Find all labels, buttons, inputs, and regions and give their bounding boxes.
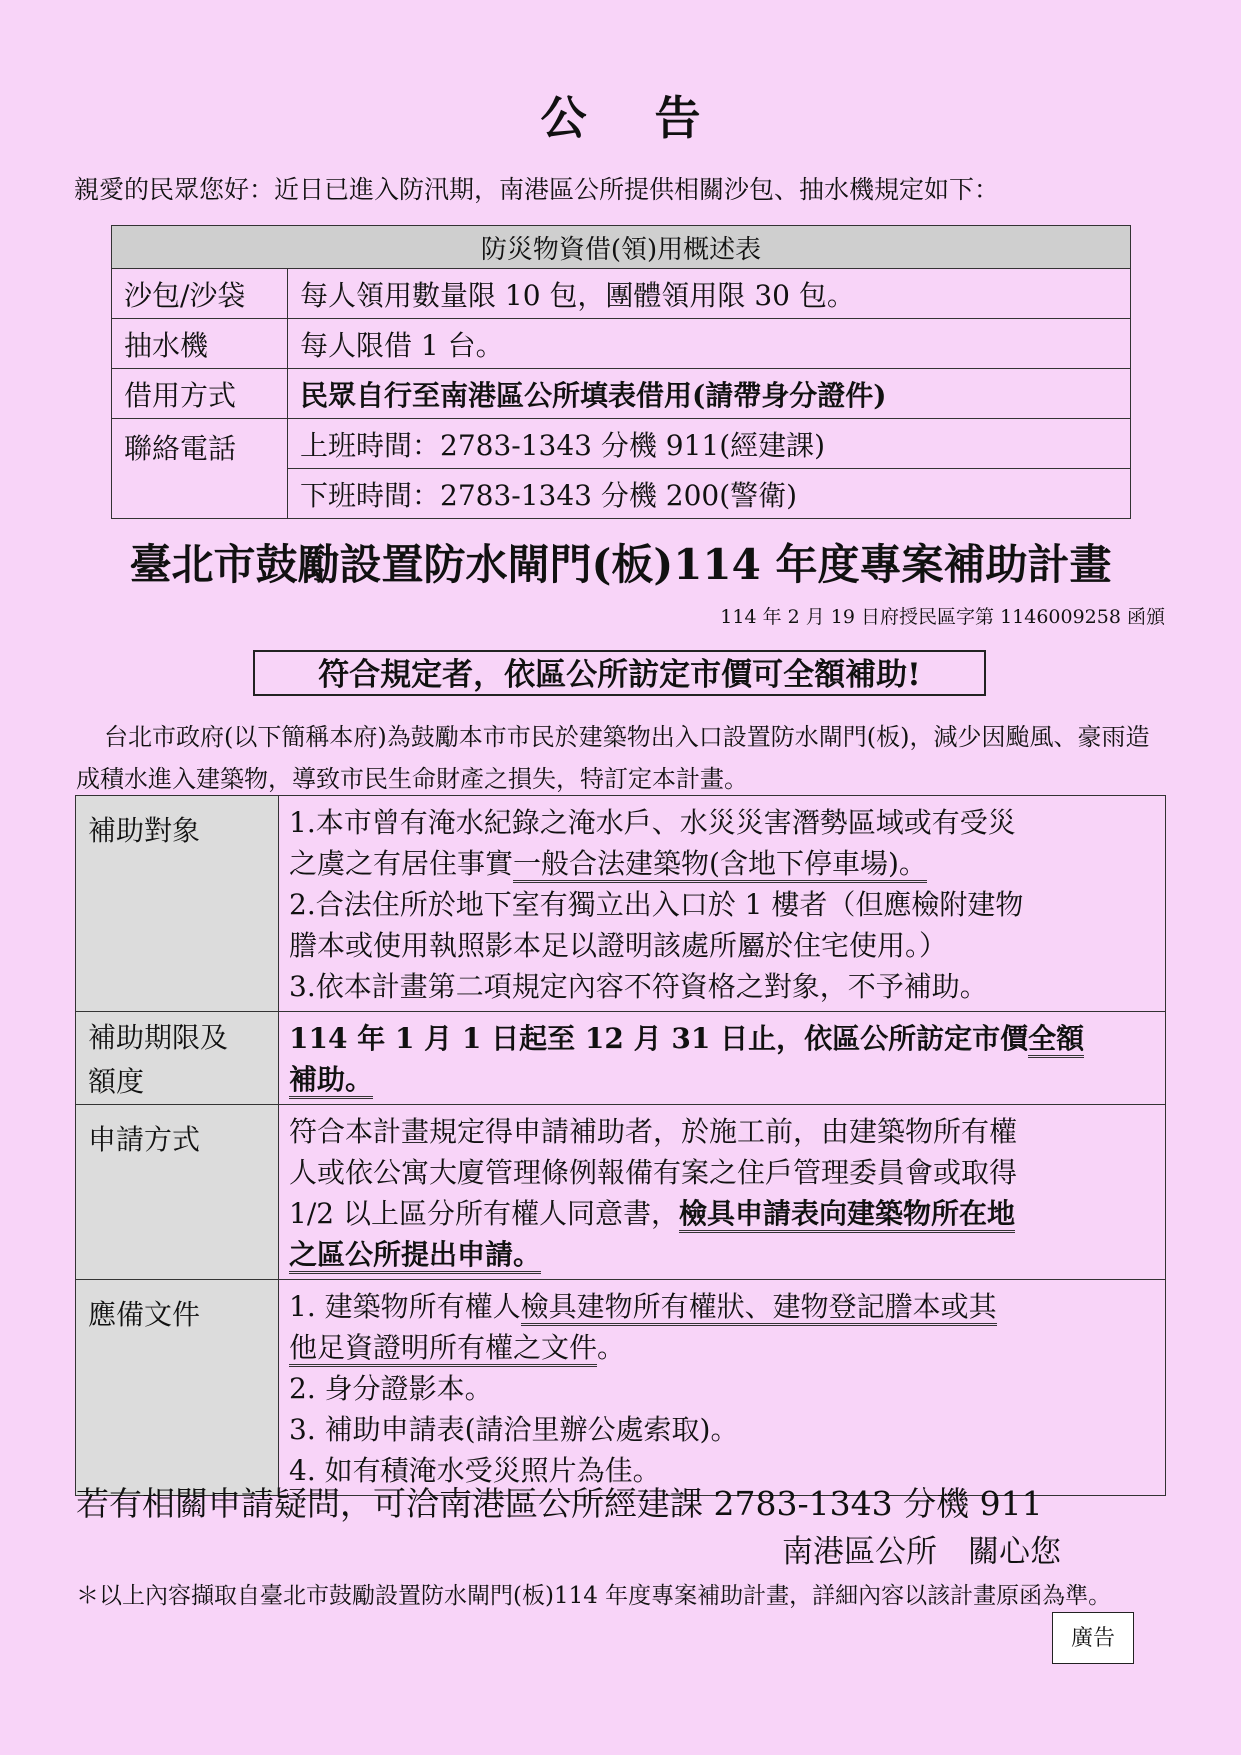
row-value: 每人領用數量限 10 包，團體領用限 30 包。 xyxy=(288,269,1131,319)
docs-underlined: 他足資證明所有權之文件 xyxy=(289,1331,597,1367)
row-label: 借用方式 xyxy=(112,369,288,419)
target-line: 3.依本計畫第二項規定內容不符資格之對象，不予補助。 xyxy=(289,970,988,1003)
docs-label: 應備文件 xyxy=(76,1280,279,1496)
table-row xyxy=(76,1105,1166,1280)
apply-label: 申請方式 xyxy=(76,1105,279,1280)
docs-line: 4. 如有積淹水受災照片為佳。 xyxy=(289,1454,661,1487)
table-row xyxy=(112,369,1131,419)
period-line xyxy=(289,1018,1155,1059)
plan-reference: 114 年 2 月 19 日府授民區字第 1146009258 函頒 xyxy=(720,606,1165,628)
ad-badge: 廣告 xyxy=(1052,1612,1134,1664)
period-text: 114 年 1 月 1 日起至 12 月 31 日止，依區公所訪定市價 xyxy=(289,1022,1029,1055)
row-value-2: 下班時間：2783-1343 分機 200(警衛) xyxy=(288,469,1131,519)
supply-table xyxy=(111,225,1131,519)
plan-paragraph: 台北市政府(以下簡稱本府)為鼓勵本市市民於建築物出入口設置防水閘門(板)，減少因颱風、豪雨造成積水進入建築物，導致市民生命財產之損失，特訂定本計畫。 xyxy=(76,723,1150,793)
title-char-1: 公 xyxy=(540,91,587,145)
highlight-box: 符合規定者，依區公所訪定市價可全額補助! xyxy=(253,650,986,696)
table-row xyxy=(112,319,1131,369)
apply-underlined: 檢具申請表向建築物所在地 xyxy=(679,1197,1015,1233)
period-label xyxy=(76,1012,279,1105)
target-label: 補助對象 xyxy=(76,796,279,1012)
docs-text: 1. 建築物所有權人 xyxy=(289,1290,521,1323)
apply-content xyxy=(279,1105,1166,1280)
row-label: 抽水機 xyxy=(112,319,288,369)
apply-underlined: 之區公所提出申請。 xyxy=(289,1238,541,1274)
table-row xyxy=(112,419,1131,469)
row-value: 每人限借 1 台。 xyxy=(288,319,1131,369)
apply-line: 人或依公寓大廈管理條例報備有案之住戶管理委員會或取得 xyxy=(289,1156,1018,1189)
note-text: ＊以上內容擷取自臺北市鼓勵設置防水閘門(板)114 年度專案補助計畫，詳細內容以該計畫原函為準。 xyxy=(76,1583,1112,1609)
docs-line xyxy=(289,1327,1155,1368)
row-value: 上班時間：2783-1343 分機 911(經建課) xyxy=(288,419,1131,469)
subsidy-table xyxy=(75,795,1166,1496)
target-content xyxy=(279,796,1166,1012)
table-row xyxy=(76,796,1166,1012)
target-line xyxy=(289,843,1155,884)
apply-line xyxy=(289,1193,1155,1234)
title-char-2: 告 xyxy=(654,91,701,145)
target-line: 1.本市曾有淹水紀錄之淹水戶、水災災害潛勢區域或有受災 xyxy=(289,806,1016,839)
docs-line: 2. 身分證影本。 xyxy=(289,1372,493,1405)
signature-text: 南港區公所 關心您 xyxy=(782,1534,1061,1570)
period-label-line: 額度 xyxy=(88,1065,145,1098)
contact-text: 若有相關申請疑問，可洽南港區公所經建課 2783-1343 分機 911 xyxy=(76,1484,1043,1523)
table-row xyxy=(76,1012,1166,1105)
intro-text: 親愛的民眾您好：近日已進入防汛期，南港區公所提供相關沙包、抽水機規定如下： xyxy=(74,175,1000,204)
row-label: 沙包/沙袋 xyxy=(112,269,288,319)
period-line xyxy=(289,1059,1155,1100)
row-label: 聯絡電話 xyxy=(112,419,288,519)
period-label-line: 補助期限及 xyxy=(88,1021,229,1054)
docs-underlined: 檢具建物所有權狀、建物登記謄本或其 xyxy=(521,1290,997,1326)
row-value: 民眾自行至南港區公所填表借用(請帶身分證件) xyxy=(288,369,1131,419)
docs-line: 3. 補助申請表(請洽里辦公處索取)。 xyxy=(289,1413,739,1446)
docs-content xyxy=(279,1280,1166,1496)
supply-table-header: 防災物資借(領)用概述表 xyxy=(112,226,1131,269)
period-underlined: 全額 xyxy=(1028,1022,1084,1058)
target-text: 之虞之有居住事實 xyxy=(289,847,514,880)
table-row xyxy=(112,269,1131,319)
apply-line: 符合本計畫規定得申請補助者，於施工前，由建築物所有權 xyxy=(289,1115,1018,1148)
docs-line xyxy=(289,1286,1155,1327)
target-underlined: 一般合法建築物(含地下停車場)。 xyxy=(513,847,927,883)
table-row xyxy=(76,1280,1166,1496)
apply-line xyxy=(289,1234,1155,1275)
page-title xyxy=(0,82,1241,148)
target-line: 謄本或使用執照影本足以證明該處所屬於住宅使用。） xyxy=(289,929,948,962)
plan-title: 臺北市鼓勵設置防水閘門(板)114 年度專案補助計畫 xyxy=(129,540,1112,589)
docs-text: 。 xyxy=(597,1331,626,1364)
target-line: 2.合法住所於地下室有獨立出入口於 1 樓者（但應檢附建物 xyxy=(289,888,1024,921)
apply-text: 1/2 以上區分所有權人同意書， xyxy=(289,1197,679,1230)
period-content xyxy=(279,1012,1166,1105)
period-underlined: 補助。 xyxy=(289,1063,373,1099)
